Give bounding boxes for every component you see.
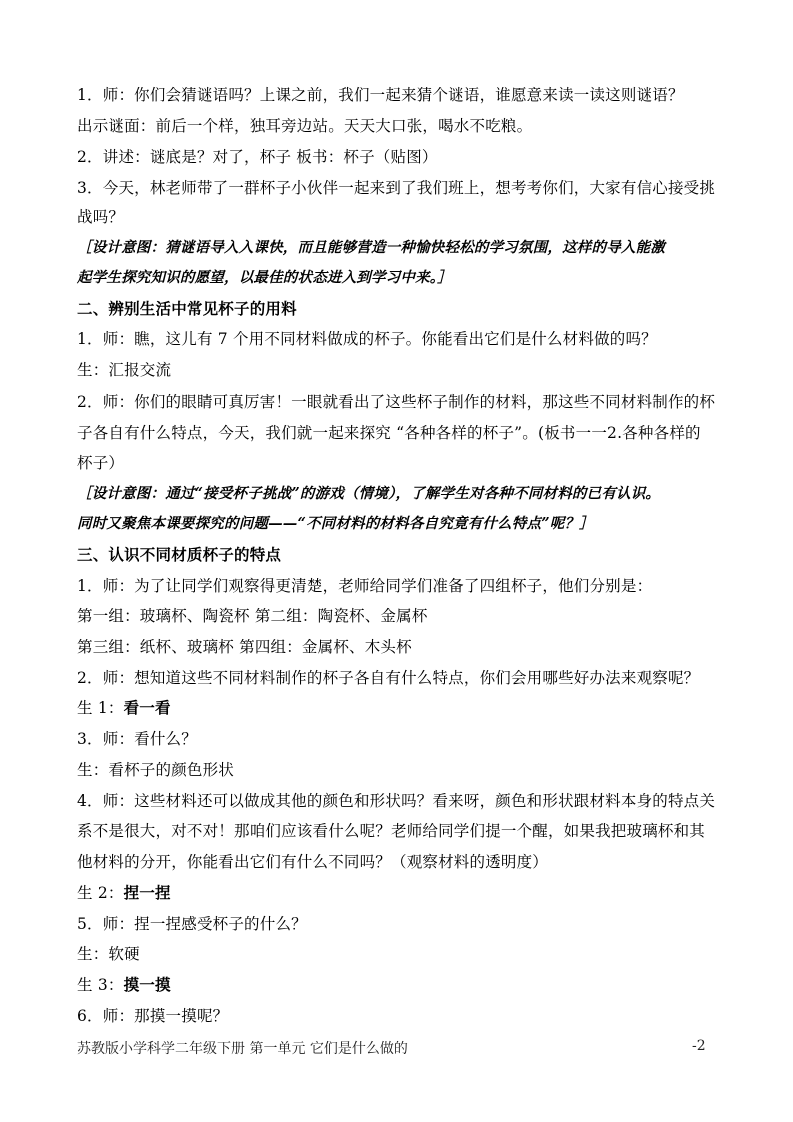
text-line: 3．今天，林老师带了一群杯子小伙伴一起来到了我们班上，想考考你们，大家有信心接受挑 <box>77 179 716 197</box>
student-label: 生 2： <box>77 884 124 902</box>
section-heading: 三、认识不同材质杯子的特点 <box>77 546 282 564</box>
text-line: 1．师：为了让同学们观察得更清楚，老师给同学们准备了四组杯子，他们分别是： <box>77 577 653 595</box>
design-intent-note: ［设计意图：通过“接受杯子挑战”的游戏（情境），了解学生对各种不同材料的已有认识。 <box>77 485 661 502</box>
method-label: 摸一摸 <box>123 975 171 994</box>
design-intent-note: 起学生探究知识的愿望，以最佳的状态进入到学习中来。］ <box>77 269 452 286</box>
text-line: 生：软硬 <box>77 945 140 963</box>
text-line: 2．师：你们的眼睛可真厉害！一眼就看出了这些杯子制作的材料，那这些不同材料制作的杯 <box>77 393 716 411</box>
page-number: -2 <box>692 1038 706 1054</box>
design-intent-note: 同时又聚焦本课要探究的问题——“不同材料的材料各自究竟有什么特点”呢？］ <box>77 515 594 532</box>
section-heading: 二、辨别生活中常见杯子的用料 <box>77 300 297 318</box>
text-line: 1．师：你们会猜谜语吗？上课之前，我们一起来猜个谜语，谁愿意来读一读这则谜语？ <box>77 86 684 104</box>
text-line: 系不是很大，对不对！那咱们应该看什么呢？老师给同学们提一个醒，如果我把玻璃杯和其 <box>77 822 706 840</box>
text-line: 4．师：这些材料还可以做成其他的颜色和形状吗？看来呀，颜色和形状跟材料本身的特点关 <box>77 792 716 810</box>
text-line: 战吗？ <box>77 208 125 226</box>
text-line: 子各自有什么特点，今天，我们就一起来探究 “各种各样的杯子”。(板书一一2.各种各样的 <box>77 424 701 442</box>
method-label: 捏一捏 <box>123 883 171 902</box>
text-line: 生：看杯子的颜色形状 <box>77 761 235 779</box>
student-label: 生 3： <box>77 976 124 994</box>
text-line: 5．师：捏一捏感受杯子的什么？ <box>77 915 307 933</box>
text-line: 2．讲述：谜底是？对了，杯子 板书：杯子（贴图） <box>77 148 438 166</box>
text-line: 第三组：纸杯、玻璃杯 第四组：金属杯、木头杯 <box>77 638 412 656</box>
text-line: 3．师：看什么？ <box>77 730 197 748</box>
text-line: 生：汇报交流 <box>77 361 172 379</box>
text-line: 第一组：玻璃杯、陶瓷杯 第二组：陶瓷杯、金属杯 <box>77 607 428 625</box>
design-intent-note: ［设计意图：猜谜语导入入课快，而且能够营造一种愉快轻松的学习氛围，这样的导入能激 <box>77 239 665 256</box>
method-label: 看一看 <box>123 698 171 717</box>
text-line: 杯子） <box>77 454 125 472</box>
text-line: 2．师：想知道这些不同材料制作的杯子各自有什么特点，你们会用哪些好办法来观察呢？ <box>77 669 700 687</box>
text-line: 出示谜面：前后一个样，独耳旁边站。天天大口张，喝水不吃粮。 <box>77 117 533 135</box>
text-line <box>77 697 717 719</box>
text-line: 6．师：那摸一摸呢？ <box>77 1007 229 1025</box>
text-line <box>77 974 717 996</box>
text-line: 1．师：瞧，这儿有 7 个用不同材料做成的杯子。你能看出它们是什么材料做的吗？ <box>77 330 657 348</box>
page-footer: 苏教版小学科学二年级下册 第一单元 它们是什么做的 <box>77 1041 408 1057</box>
text-line <box>77 882 717 904</box>
text-line: 他材料的分开，你能看出它们有什么不同吗？（观察材料的透明度） <box>77 853 549 871</box>
student-label: 生 1： <box>77 699 124 717</box>
